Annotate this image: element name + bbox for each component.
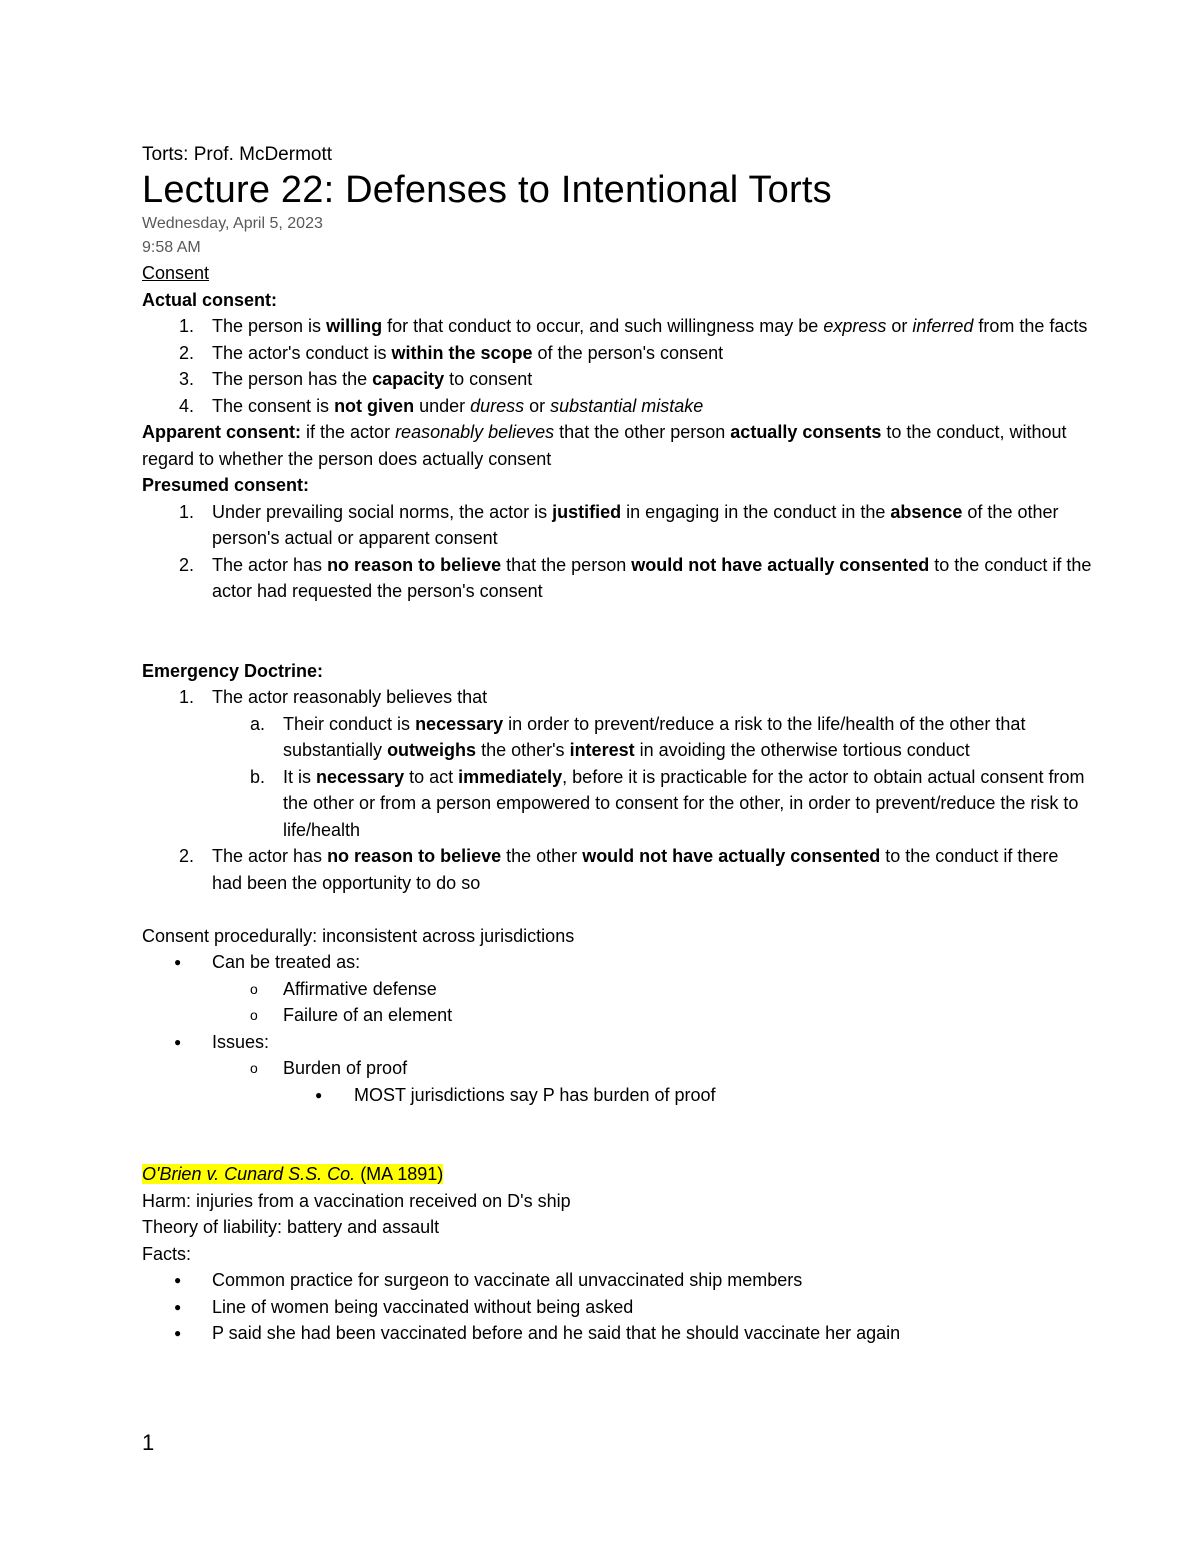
lecture-time: 9:58 AM <box>142 239 201 256</box>
bullet-icon: ● <box>174 955 182 969</box>
list-item: ● Line of women being vaccinated without being asked <box>142 1294 1092 1321</box>
list-item: 3. The person has the capacity to consent <box>178 369 533 389</box>
list-item: ● P said she had been vaccinated before and he said that he should vaccinate her again <box>142 1320 1092 1347</box>
section-heading-consent: Consent <box>142 263 210 283</box>
case-heading <box>142 1161 1092 1188</box>
actual-consent-heading: Actual consent: <box>142 289 278 310</box>
circle-bullet-icon: o <box>250 1007 258 1023</box>
apparent-consent-paragraph: Apparent consent: if the actor reasonably believes that the other person actually consents to the conduct, without regard to whether the person does actually consent <box>142 422 1067 469</box>
lecture-date: Wednesday, April 5, 2023 <box>142 215 323 232</box>
list-item: ● MOST jurisdictions say P has burden of proof <box>142 1082 1092 1109</box>
list-item: 1. The person is willing for that conduct to occur, and such willingness may be express or inferred from the facts <box>178 316 1088 336</box>
list-item: 2. The actor has no reason to believe the other would not have actually consented to the conduct if there had been the opportunity to do so <box>178 846 1059 893</box>
case-citation: (MA 1891) <box>355 1164 444 1184</box>
list-item: 1. Under prevailing social norms, the actor is justified in engaging in the conduct in the absence of the other person's actual or apparent consent <box>178 501 1059 548</box>
list-item: a. Their conduct is necessary in order to prevent/reduce a risk to the life/health of the other that substantially outweighs the other's interest in avoiding the otherwise tortious conduct <box>249 713 1026 760</box>
list-item: ● Common practice for surgeon to vaccinate all unvaccinated ship members <box>142 1267 1092 1294</box>
bullet-icon: ● <box>315 1087 323 1102</box>
list-item: o Burden of proof <box>142 1055 1092 1082</box>
document-page <box>142 140 1092 1347</box>
list-item: 4. The consent is not given under duress or substantial mistake <box>178 395 704 416</box>
bullet-icon: ● <box>174 1034 182 1049</box>
emergency-doctrine-heading: Emergency Doctrine: <box>142 660 324 681</box>
list-item: o Failure of an element <box>142 1002 1092 1029</box>
list-item: ● Issues: <box>142 1029 1092 1056</box>
list-item: b. It is necessary to act immediately, before it is practicable for the actor to obtain actual consent from the other or from a person empowered to consent for the other, in order to prevent/reduce the risk to life/health <box>249 766 1085 840</box>
bullet-icon: ● <box>174 1273 182 1287</box>
list-item: o Affirmative defense <box>142 976 1092 1003</box>
list-item: ● Can be treated as: <box>142 949 1092 976</box>
list-item: 2. The actor has no reason to believe that the person would not have actually consented to the conduct if the actor had requested the person's consent <box>178 554 1092 601</box>
bullet-icon: ● <box>174 1299 182 1314</box>
course-title: Torts: Prof. McDermott <box>142 144 333 165</box>
case-theory: Theory of liability: battery and assault <box>142 1217 440 1237</box>
case-facts-label: Facts: <box>142 1243 192 1264</box>
page-number: 1 <box>142 1430 155 1455</box>
presumed-consent-heading: Presumed consent: <box>142 475 310 495</box>
circle-bullet-icon: o <box>250 1060 258 1076</box>
case-name: O'Brien v. Cunard S.S. Co. <box>142 1164 356 1184</box>
lecture-title: Lecture 22: Defenses to Intentional Torts <box>142 169 832 211</box>
case-harm: Harm: injuries from a vaccination received on D's ship <box>142 1190 571 1211</box>
list-item: 1. The actor reasonably believes that <box>178 687 488 707</box>
list-item: 2. The actor's conduct is within the scope of the person's consent <box>178 342 724 363</box>
bullet-icon: ● <box>174 1326 182 1340</box>
procedural-heading: Consent procedurally: inconsistent across jurisdictions <box>142 925 575 946</box>
circle-bullet-icon: o <box>250 980 258 997</box>
